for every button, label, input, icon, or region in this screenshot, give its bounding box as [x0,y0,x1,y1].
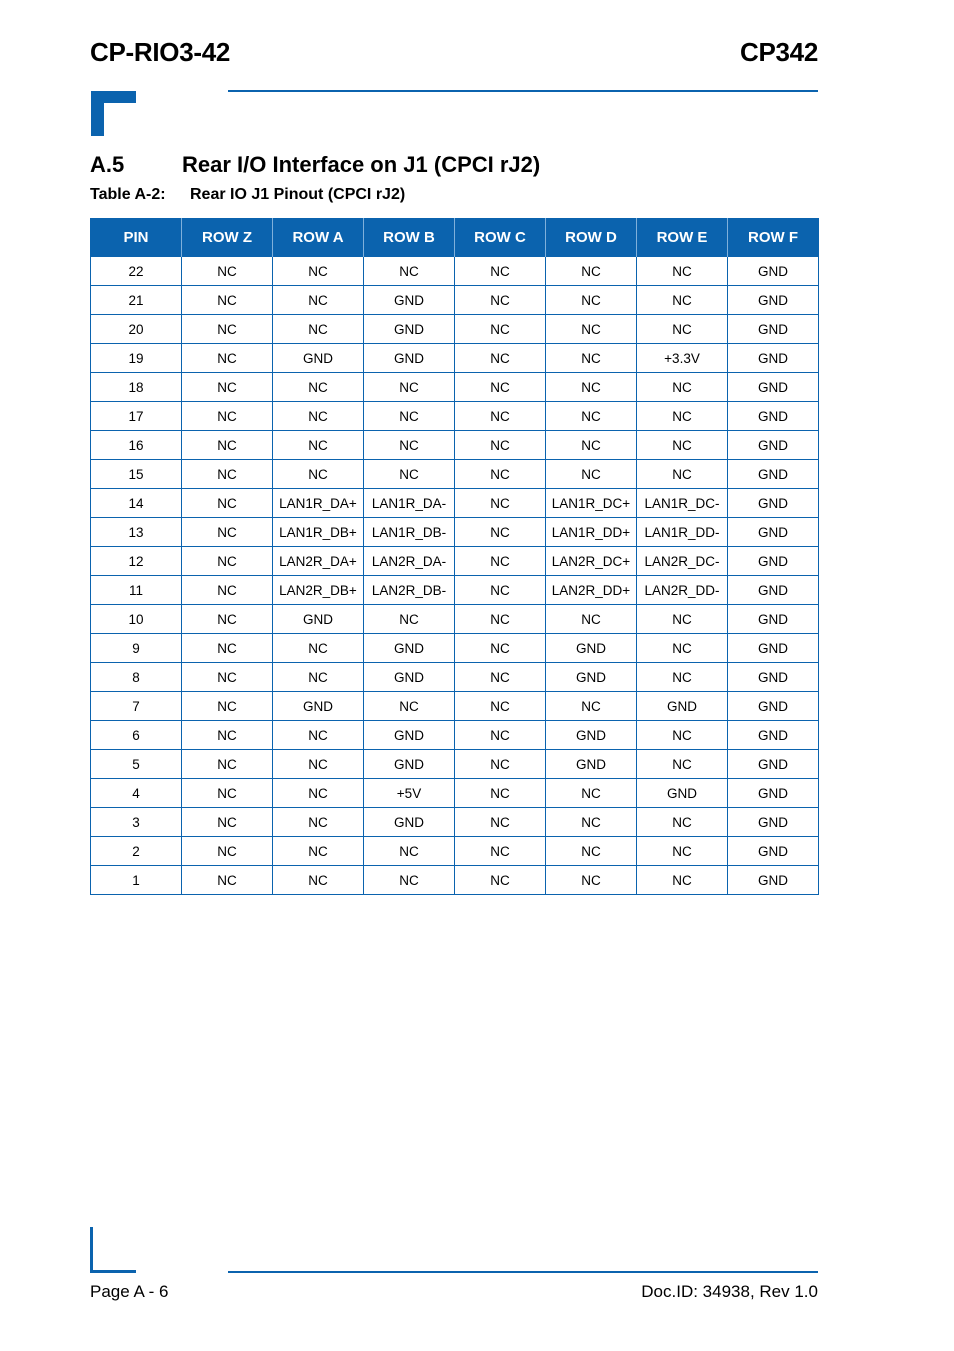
table-row [91,663,819,692]
signal-cell: NC [182,431,273,460]
signal-cell: NC [364,605,455,634]
signal-cell: NC [637,808,728,837]
signal-cell: GND [364,315,455,344]
product-name: CP342 [740,37,818,67]
section-number: A.5 [90,152,125,177]
signal-cell: NC [364,460,455,489]
signal-cell: GND [364,344,455,373]
signal-cell: GND [728,605,819,634]
signal-cell: NC [546,344,637,373]
signal-cell: GND [728,547,819,576]
signal-cell: NC [455,373,546,402]
pin-number-cell: 11 [91,576,182,605]
signal-cell: NC [637,315,728,344]
signal-cell: NC [182,576,273,605]
table-row [91,779,819,808]
signal-cell: NC [182,344,273,373]
signal-cell: NC [182,634,273,663]
signal-cell: GND [728,663,819,692]
signal-cell: NC [455,605,546,634]
signal-cell: NC [455,576,546,605]
pin-number-cell: 4 [91,779,182,808]
column-header: ROW C [455,219,546,257]
signal-cell: NC [637,373,728,402]
pin-number-cell: 14 [91,489,182,518]
signal-cell: NC [273,808,364,837]
table-row [91,286,819,315]
signal-cell: NC [455,489,546,518]
corner-mark-bottom [90,1227,136,1273]
signal-cell: NC [455,460,546,489]
signal-cell: NC [455,779,546,808]
signal-cell: LAN2R_DC- [637,547,728,576]
signal-cell: GND [546,750,637,779]
signal-cell: GND [728,344,819,373]
signal-cell: GND [728,721,819,750]
column-header: PIN [91,219,182,257]
signal-cell: NC [546,373,637,402]
signal-cell: NC [546,866,637,895]
pin-number-cell: 21 [91,286,182,315]
corner-mark-top [91,91,136,136]
table-row [91,721,819,750]
table-row [91,547,819,576]
signal-cell: NC [546,837,637,866]
signal-cell: LAN2R_DC+ [546,547,637,576]
page-number: Page A - 6 [90,1282,169,1301]
signal-cell: NC [182,808,273,837]
pin-number-cell: 16 [91,431,182,460]
table-row [91,402,819,431]
table-row [91,257,819,286]
signal-cell: GND [728,808,819,837]
table-row [91,692,819,721]
signal-cell: NC [182,779,273,808]
signal-cell: GND [546,721,637,750]
signal-cell: GND [364,634,455,663]
pin-number-cell: 13 [91,518,182,547]
table-row [91,431,819,460]
signal-cell: NC [364,402,455,431]
pin-number-cell: 18 [91,373,182,402]
signal-cell: NC [455,402,546,431]
table-caption-label: Table A-2: [90,186,166,203]
signal-cell: NC [364,373,455,402]
signal-cell: NC [182,605,273,634]
table-row [91,605,819,634]
signal-cell: NC [182,750,273,779]
signal-cell: GND [728,750,819,779]
signal-cell: NC [182,721,273,750]
table-row [91,837,819,866]
signal-cell: GND [728,402,819,431]
signal-cell: LAN1R_DC- [637,489,728,518]
signal-cell: NC [273,402,364,431]
corner-mark-bar-vertical [91,91,104,136]
pin-number-cell: 22 [91,257,182,286]
column-header: ROW E [637,219,728,257]
signal-cell: GND [728,286,819,315]
signal-cell: LAN2R_DB- [364,576,455,605]
pin-number-cell: 9 [91,634,182,663]
signal-cell: GND [728,518,819,547]
signal-cell: NC [546,315,637,344]
signal-cell: NC [273,837,364,866]
signal-cell: LAN1R_DC+ [546,489,637,518]
signal-cell: GND [273,344,364,373]
signal-cell: NC [273,750,364,779]
pin-number-cell: 1 [91,866,182,895]
signal-cell: LAN2R_DD- [637,576,728,605]
signal-cell: NC [455,257,546,286]
signal-cell: NC [455,518,546,547]
column-header: ROW Z [182,219,273,257]
signal-cell: NC [273,257,364,286]
signal-cell: NC [455,315,546,344]
signal-cell: NC [273,779,364,808]
table-body [91,257,819,895]
signal-cell: GND [546,634,637,663]
signal-cell: LAN1R_DB- [364,518,455,547]
signal-cell: GND [637,779,728,808]
signal-cell: LAN2R_DA- [364,547,455,576]
signal-cell: NC [546,257,637,286]
table-row [91,489,819,518]
signal-cell: NC [273,315,364,344]
signal-cell: NC [546,460,637,489]
signal-cell: NC [637,605,728,634]
signal-cell: GND [728,373,819,402]
pinout-table [90,218,819,895]
signal-cell: NC [455,344,546,373]
signal-cell: NC [273,460,364,489]
column-header: ROW F [728,219,819,257]
signal-cell: NC [637,721,728,750]
signal-cell: GND [364,750,455,779]
column-header: ROW B [364,219,455,257]
signal-cell: NC [182,692,273,721]
signal-cell: NC [637,750,728,779]
section-heading [90,152,540,178]
pin-number-cell: 2 [91,837,182,866]
signal-cell: LAN1R_DD+ [546,518,637,547]
signal-cell: NC [182,460,273,489]
signal-cell: GND [728,634,819,663]
table-row [91,634,819,663]
signal-cell: GND [728,779,819,808]
pin-number-cell: 7 [91,692,182,721]
pin-number-cell: 12 [91,547,182,576]
signal-cell: NC [273,866,364,895]
signal-cell: NC [546,692,637,721]
signal-cell: GND [728,692,819,721]
signal-cell: NC [455,750,546,779]
signal-cell: NC [182,663,273,692]
table-row [91,315,819,344]
signal-cell: LAN1R_DA- [364,489,455,518]
signal-cell: NC [182,373,273,402]
signal-cell: NC [637,460,728,489]
signal-cell: GND [728,837,819,866]
signal-cell: NC [546,605,637,634]
signal-cell: LAN1R_DB+ [273,518,364,547]
table-row [91,373,819,402]
signal-cell: NC [637,663,728,692]
signal-cell: GND [728,315,819,344]
table-caption-title: Rear IO J1 Pinout (CPCI rJ2) [190,186,406,203]
pin-number-cell: 6 [91,721,182,750]
table-row [91,808,819,837]
signal-cell: NC [182,518,273,547]
signal-cell: NC [364,866,455,895]
signal-cell: GND [637,692,728,721]
signal-cell: LAN1R_DA+ [273,489,364,518]
signal-cell: NC [455,866,546,895]
signal-cell: GND [364,721,455,750]
signal-cell: NC [182,286,273,315]
pin-number-cell: 20 [91,315,182,344]
signal-cell: NC [273,663,364,692]
signal-cell: GND [728,576,819,605]
signal-cell: NC [455,431,546,460]
signal-cell: LAN2R_DA+ [273,547,364,576]
signal-cell: NC [546,431,637,460]
signal-cell: GND [364,286,455,315]
signal-cell: NC [637,257,728,286]
signal-cell: LAN2R_DD+ [546,576,637,605]
pin-number-cell: 8 [91,663,182,692]
pin-number-cell: 10 [91,605,182,634]
footer-rule [228,1271,818,1273]
signal-cell: LAN1R_DD- [637,518,728,547]
signal-cell: NC [364,692,455,721]
signal-cell: NC [455,837,546,866]
signal-cell: GND [728,866,819,895]
signal-cell: NC [364,257,455,286]
signal-cell: GND [728,431,819,460]
signal-cell: NC [637,286,728,315]
table-row [91,576,819,605]
signal-cell: NC [637,837,728,866]
signal-cell: NC [182,547,273,576]
signal-cell: NC [182,866,273,895]
table-row [91,344,819,373]
signal-cell: NC [455,286,546,315]
pin-number-cell: 19 [91,344,182,373]
signal-cell: NC [455,808,546,837]
corner-mark-line-vertical [90,1227,93,1273]
table-row [91,460,819,489]
signal-cell: NC [182,837,273,866]
signal-cell: NC [546,808,637,837]
signal-cell: NC [455,721,546,750]
signal-cell: GND [364,663,455,692]
header-rule [228,90,818,92]
column-header: ROW D [546,219,637,257]
table-row [91,518,819,547]
signal-cell: NC [273,286,364,315]
signal-cell: GND [728,460,819,489]
signal-cell: NC [455,692,546,721]
corner-mark-line-horizontal [90,1270,136,1273]
table-row [91,866,819,895]
signal-cell: NC [273,721,364,750]
signal-cell: NC [455,663,546,692]
signal-cell: GND [546,663,637,692]
pin-number-cell: 15 [91,460,182,489]
signal-cell: NC [455,634,546,663]
signal-cell: NC [637,431,728,460]
pin-number-cell: 3 [91,808,182,837]
section-title: Rear I/O Interface on J1 (CPCI rJ2) [182,152,541,177]
signal-cell: NC [546,779,637,808]
signal-cell: LAN2R_DB+ [273,576,364,605]
signal-cell: +3.3V [637,344,728,373]
pin-number-cell: 5 [91,750,182,779]
signal-cell: NC [182,257,273,286]
signal-cell: NC [273,634,364,663]
signal-cell: NC [637,402,728,431]
signal-cell: NC [364,837,455,866]
signal-cell: NC [182,315,273,344]
signal-cell: GND [273,692,364,721]
signal-cell: NC [546,286,637,315]
table-caption [90,186,405,204]
signal-cell: NC [273,373,364,402]
column-header: ROW A [273,219,364,257]
signal-cell: GND [364,808,455,837]
signal-cell: GND [728,489,819,518]
document-title: CP-RIO3-42 [90,37,231,67]
signal-cell: NC [546,402,637,431]
table-row [91,750,819,779]
signal-cell: NC [273,431,364,460]
signal-cell: NC [182,402,273,431]
pin-number-cell: 17 [91,402,182,431]
signal-cell: +5V [364,779,455,808]
table-header-row [91,219,819,257]
signal-cell: GND [728,257,819,286]
signal-cell: NC [455,547,546,576]
signal-cell: NC [364,431,455,460]
signal-cell: NC [637,634,728,663]
document-id: Doc.ID: 34938, Rev 1.0 [641,1282,818,1301]
signal-cell: NC [637,866,728,895]
signal-cell: GND [273,605,364,634]
signal-cell: NC [182,489,273,518]
